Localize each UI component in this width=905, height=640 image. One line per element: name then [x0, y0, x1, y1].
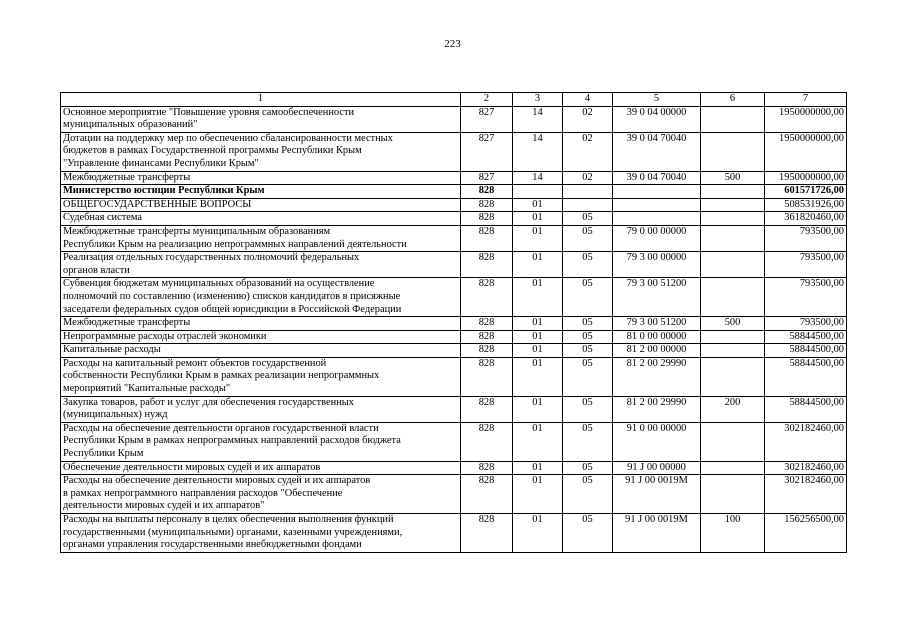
amount-cell: 793500,00	[765, 225, 847, 251]
target-code-cell: 81 2 00 00000	[613, 344, 701, 358]
expense-type-cell	[701, 252, 765, 278]
row-name-line: Обеспечение деятельности мировых судей и их аппаратов	[63, 461, 321, 473]
subsection-cell: 02	[563, 106, 613, 132]
table-row	[61, 422, 847, 461]
amount-cell: 361820460,00	[765, 212, 847, 226]
row-name-line: Судебная система	[63, 212, 142, 224]
section-cell: 01	[513, 461, 563, 475]
row-name-line: Закупка товаров, работ и услуг для обеспечения государственных	[63, 396, 354, 408]
subsection-cell: 05	[563, 514, 613, 553]
row-name-line: Дотации на поддержку мер по обеспечению сбалансированности местных	[63, 132, 393, 144]
column-header: 2	[461, 93, 513, 107]
section-cell: 14	[513, 171, 563, 185]
expense-type-cell	[701, 225, 765, 251]
target-code-cell: 81 2 00 29990	[613, 396, 701, 422]
row-name-line: Межбюджетные трансферты муниципальным образованиям	[63, 225, 331, 237]
amount-cell: 156256500,00	[765, 514, 847, 553]
section-cell: 01	[513, 278, 563, 317]
table-row	[61, 252, 847, 278]
column-header: 1	[61, 93, 461, 107]
amount-cell: 1950000000,00	[765, 132, 847, 171]
target-code-cell: 81 2 00 29990	[613, 357, 701, 396]
target-code-cell	[613, 185, 701, 199]
row-name-line: (муниципальных) нужд	[63, 409, 168, 421]
expense-type-cell: 100	[701, 514, 765, 553]
section-cell: 01	[513, 225, 563, 251]
row-name-line: деятельности мировых судей и их аппаратов"	[63, 500, 265, 512]
amount-cell: 601571726,00	[765, 185, 847, 199]
admin-code-cell: 828	[461, 278, 513, 317]
row-name-line: собственности Республики Крым в рамках реализации непрограммных	[63, 370, 380, 382]
expense-type-cell	[701, 422, 765, 461]
table-row	[61, 461, 847, 475]
table-row	[61, 357, 847, 396]
subsection-cell: 05	[563, 225, 613, 251]
target-code-cell: 79 3 00 00000	[613, 252, 701, 278]
row-name-line: Республики Крым в рамках непрограммных направлений расходов бюджета	[63, 435, 401, 447]
admin-code-cell: 828	[461, 514, 513, 553]
row-name-cell	[61, 278, 461, 317]
section-cell: 01	[513, 317, 563, 331]
subsection-cell: 05	[563, 317, 613, 331]
admin-code-cell: 828	[461, 422, 513, 461]
admin-code-cell: 828	[461, 252, 513, 278]
section-cell: 01	[513, 344, 563, 358]
target-code-cell: 39 0 04 00000	[613, 106, 701, 132]
column-header: 6	[701, 93, 765, 107]
row-name-line: Капитальные расходы	[63, 344, 161, 356]
row-name-line: Непрограммные расходы отраслей экономики	[63, 330, 267, 342]
row-name-cell	[61, 514, 461, 553]
table-body	[61, 93, 847, 553]
admin-code-cell: 828	[461, 225, 513, 251]
target-code-cell: 79 3 00 51200	[613, 317, 701, 331]
page-number: 223	[444, 38, 461, 50]
target-code-cell: 91 J 00 0019M	[613, 475, 701, 514]
table-row	[61, 185, 847, 199]
expense-type-cell	[701, 461, 765, 475]
subsection-cell: 05	[563, 330, 613, 344]
table-row	[61, 475, 847, 514]
admin-code-cell: 828	[461, 461, 513, 475]
column-header: 5	[613, 93, 701, 107]
section-cell: 01	[513, 475, 563, 514]
table-row	[61, 198, 847, 212]
section-cell: 01	[513, 330, 563, 344]
admin-code-cell: 827	[461, 106, 513, 132]
amount-cell: 58844500,00	[765, 344, 847, 358]
section-cell: 14	[513, 106, 563, 132]
admin-code-cell: 828	[461, 357, 513, 396]
expense-type-cell	[701, 185, 765, 199]
header-row	[61, 93, 847, 107]
admin-code-cell: 827	[461, 171, 513, 185]
row-name-cell	[61, 357, 461, 396]
row-name-line: Межбюджетные трансферты	[63, 317, 191, 329]
expense-type-cell: 500	[701, 317, 765, 331]
row-name-line: Республики Крым на реализацию непрограммных направлений деятельности	[63, 238, 407, 250]
row-name-line: Расходы на обеспечение деятельности органов государственной власти	[63, 422, 379, 434]
row-name-cell	[61, 344, 461, 358]
table-row	[61, 225, 847, 251]
target-code-cell: 79 3 00 51200	[613, 278, 701, 317]
amount-cell: 58844500,00	[765, 330, 847, 344]
amount-cell: 302182460,00	[765, 475, 847, 514]
subsection-cell: 05	[563, 278, 613, 317]
subsection-cell: 05	[563, 357, 613, 396]
section-cell: 01	[513, 252, 563, 278]
table-row	[61, 344, 847, 358]
section-cell: 01	[513, 198, 563, 212]
row-name-line: Республики Крым	[63, 448, 144, 460]
admin-code-cell: 828	[461, 185, 513, 199]
row-name-line: Расходы на выплаты персоналу в целях обеспечения выполнения функций	[63, 514, 394, 525]
section-cell: 14	[513, 132, 563, 171]
section-cell: 01	[513, 357, 563, 396]
admin-code-cell: 828	[461, 198, 513, 212]
row-name-line: "Управление финансами Республики Крым"	[63, 157, 259, 169]
row-name-line: муниципальных образований"	[63, 119, 198, 131]
section-cell: 01	[513, 514, 563, 553]
expense-type-cell	[701, 344, 765, 358]
row-name-cell	[61, 171, 461, 185]
expense-type-cell: 500	[701, 171, 765, 185]
admin-code-cell: 828	[461, 475, 513, 514]
target-code-cell: 79 0 00 00000	[613, 225, 701, 251]
target-code-cell	[613, 198, 701, 212]
admin-code-cell: 828	[461, 317, 513, 331]
row-name-line: государственными (муниципальными) органами, казенными учреждениями,	[63, 526, 403, 538]
row-name-line: Основное мероприятие "Повышение уровня самообеспеченности	[63, 106, 355, 118]
table-row	[61, 514, 847, 553]
admin-code-cell: 828	[461, 396, 513, 422]
amount-cell: 302182460,00	[765, 422, 847, 461]
row-name-cell	[61, 317, 461, 331]
row-name-cell	[61, 212, 461, 226]
row-name-line: органами управления государственными внебюджетными фондами	[63, 539, 362, 551]
expense-type-cell	[701, 278, 765, 317]
row-name-line: Межбюджетные трансферты	[63, 171, 191, 183]
row-name-line: Расходы на капитальный ремонт объектов государственной	[63, 357, 327, 369]
row-name-line: Реализация отдельных государственных полномочий федеральных	[63, 252, 360, 264]
table-row	[61, 106, 847, 132]
subsection-cell: 05	[563, 461, 613, 475]
column-header: 3	[513, 93, 563, 107]
row-name-cell	[61, 422, 461, 461]
expense-type-cell	[701, 212, 765, 226]
row-name-cell	[61, 461, 461, 475]
amount-cell: 508531926,00	[765, 198, 847, 212]
expense-type-cell	[701, 106, 765, 132]
section-cell: 01	[513, 396, 563, 422]
target-code-cell: 91 J 00 00000	[613, 461, 701, 475]
target-code-cell	[613, 212, 701, 226]
column-header: 7	[765, 93, 847, 107]
target-code-cell: 81 0 00 00000	[613, 330, 701, 344]
table-row	[61, 396, 847, 422]
subsection-cell	[563, 198, 613, 212]
row-name-cell	[61, 198, 461, 212]
row-name-line: мероприятий "Капитальные расходы"	[63, 383, 231, 395]
amount-cell: 793500,00	[765, 317, 847, 331]
expense-type-cell	[701, 475, 765, 514]
expense-type-cell	[701, 132, 765, 171]
row-name-line: ОБЩЕГОСУДАРСТВЕННЫЕ ВОПРОСЫ	[63, 198, 252, 210]
subsection-cell: 05	[563, 252, 613, 278]
subsection-cell: 05	[563, 396, 613, 422]
amount-cell: 58844500,00	[765, 357, 847, 396]
subsection-cell: 05	[563, 212, 613, 226]
target-code-cell: 39 0 04 70040	[613, 132, 701, 171]
row-name-cell	[61, 185, 461, 199]
amount-cell: 58844500,00	[765, 396, 847, 422]
subsection-cell: 02	[563, 171, 613, 185]
row-name-line: заседатели федеральных судов общей юрисдикции в Российской Федерации	[63, 303, 402, 315]
admin-code-cell: 828	[461, 212, 513, 226]
amount-cell: 793500,00	[765, 278, 847, 317]
budget-table	[60, 92, 847, 553]
row-name-line: органов власти	[63, 264, 130, 276]
table-row	[61, 212, 847, 226]
amount-cell: 1950000000,00	[765, 171, 847, 185]
table-row	[61, 171, 847, 185]
subsection-cell: 05	[563, 422, 613, 461]
row-name-line: Министерство юстиции Республики Крым	[63, 185, 265, 197]
subsection-cell: 02	[563, 132, 613, 171]
section-cell	[513, 185, 563, 199]
row-name-line: Расходы на обеспечение деятельности мировых судей и их аппаратов	[63, 475, 371, 487]
row-name-line: Субвенция бюджетам муниципальных образований на осуществление	[63, 278, 375, 290]
subsection-cell: 05	[563, 344, 613, 358]
admin-code-cell: 828	[461, 330, 513, 344]
expense-type-cell: 200	[701, 396, 765, 422]
admin-code-cell: 828	[461, 344, 513, 358]
amount-cell: 793500,00	[765, 252, 847, 278]
table-row	[61, 278, 847, 317]
column-header: 4	[563, 93, 613, 107]
target-code-cell: 91 0 00 00000	[613, 422, 701, 461]
expense-type-cell	[701, 198, 765, 212]
amount-cell: 1950000000,00	[765, 106, 847, 132]
section-cell: 01	[513, 422, 563, 461]
row-name-cell	[61, 252, 461, 278]
table-row	[61, 317, 847, 331]
subsection-cell	[563, 185, 613, 199]
expense-type-cell	[701, 330, 765, 344]
row-name-cell	[61, 475, 461, 514]
target-code-cell: 91 J 00 0019M	[613, 514, 701, 553]
row-name-cell	[61, 225, 461, 251]
table-row	[61, 132, 847, 171]
row-name-line: полномочий по составлению (изменению) списков кандидатов в присяжные	[63, 290, 401, 302]
target-code-cell: 39 0 04 70040	[613, 171, 701, 185]
row-name-cell	[61, 106, 461, 132]
row-name-line: бюджетов в рамках Государственной программы Республики Крым	[63, 145, 362, 157]
row-name-cell	[61, 396, 461, 422]
row-name-line: в рамках непрограммного направления расходов "Обеспечение	[63, 487, 343, 499]
expense-type-cell	[701, 357, 765, 396]
subsection-cell: 05	[563, 475, 613, 514]
section-cell: 01	[513, 212, 563, 226]
row-name-cell	[61, 132, 461, 171]
row-name-cell	[61, 330, 461, 344]
table-row	[61, 330, 847, 344]
admin-code-cell: 827	[461, 132, 513, 171]
amount-cell: 302182460,00	[765, 461, 847, 475]
